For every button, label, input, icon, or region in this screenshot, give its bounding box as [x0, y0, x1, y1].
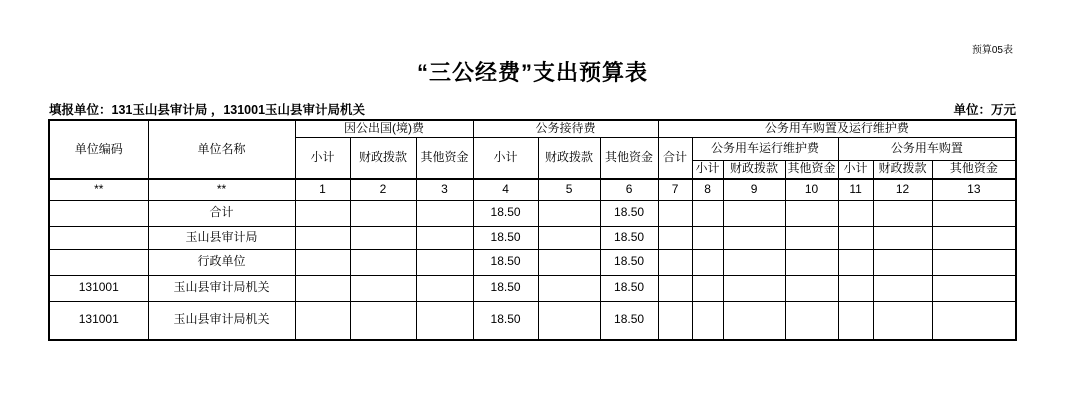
- col-header-unit-code: 单位编码: [49, 120, 148, 179]
- value-cell: 18.50: [600, 226, 658, 249]
- index-cell: **: [148, 179, 295, 200]
- value-cell: 18.50: [600, 301, 658, 340]
- value-cell: [932, 301, 1016, 340]
- index-cell: 13: [932, 179, 1016, 200]
- value-cell: [723, 226, 785, 249]
- value-cell: [350, 275, 416, 301]
- value-cell: 18.50: [473, 249, 538, 275]
- value-cell: [873, 275, 932, 301]
- value-cell: 18.50: [600, 200, 658, 226]
- unit-code-cell: [49, 226, 148, 249]
- value-cell: [723, 200, 785, 226]
- value-cell: [838, 301, 873, 340]
- index-cell: 6: [600, 179, 658, 200]
- unit-name-cell: 玉山县审计局机关: [148, 301, 295, 340]
- value-cell: [295, 301, 350, 340]
- value-cell: [932, 200, 1016, 226]
- table-row: [49, 249, 1016, 275]
- budget-table: [48, 119, 1017, 341]
- index-cell: 1: [295, 179, 350, 200]
- unit-code-cell: [49, 200, 148, 226]
- value-cell: [692, 275, 723, 301]
- value-cell: [723, 275, 785, 301]
- unit-code-cell: 131001: [49, 301, 148, 340]
- value-cell: [658, 226, 692, 249]
- table-row: [49, 275, 1016, 301]
- value-cell: [538, 301, 600, 340]
- value-cell: [723, 301, 785, 340]
- col-header-purchase-subtotal: 小计: [838, 160, 873, 179]
- value-cell: [785, 275, 838, 301]
- unit-code-cell: [49, 249, 148, 275]
- index-cell: 11: [838, 179, 873, 200]
- value-cell: [295, 200, 350, 226]
- col-header-abroad-other: 其他资金: [416, 137, 473, 179]
- col-header-purchase-fiscal: 财政拨款: [873, 160, 932, 179]
- value-cell: [838, 200, 873, 226]
- col-group-abroad: 因公出国(境)费: [295, 120, 473, 137]
- index-cell: 4: [473, 179, 538, 200]
- unit-code-cell: 131001: [49, 275, 148, 301]
- index-cell: 3: [416, 179, 473, 200]
- value-cell: 18.50: [600, 249, 658, 275]
- value-cell: [873, 301, 932, 340]
- col-header-vehicle-total: 合计: [658, 137, 692, 179]
- index-cell: 9: [723, 179, 785, 200]
- value-cell: [838, 226, 873, 249]
- value-cell: [350, 301, 416, 340]
- index-cell: 5: [538, 179, 600, 200]
- table-row: [49, 200, 1016, 226]
- col-header-purchase-other: 其他资金: [932, 160, 1016, 179]
- col-group-reception: 公务接待费: [473, 120, 658, 137]
- value-cell: [538, 249, 600, 275]
- col-header-maintenance-other: 其他资金: [785, 160, 838, 179]
- value-cell: [692, 200, 723, 226]
- index-cell: 2: [350, 179, 416, 200]
- value-cell: [295, 275, 350, 301]
- value-cell: [785, 226, 838, 249]
- value-cell: 18.50: [473, 301, 538, 340]
- value-cell: [350, 249, 416, 275]
- unit-name-cell: 玉山县审计局: [148, 226, 295, 249]
- col-header-reception-other: 其他资金: [600, 137, 658, 179]
- col-header-abroad-subtotal: 小计: [295, 137, 350, 179]
- value-cell: [785, 200, 838, 226]
- index-cell: **: [49, 179, 148, 200]
- value-cell: [692, 249, 723, 275]
- value-cell: 18.50: [600, 275, 658, 301]
- value-cell: [658, 301, 692, 340]
- value-cell: [416, 200, 473, 226]
- meta-line: [49, 100, 1016, 118]
- value-cell: [873, 249, 932, 275]
- value-cell: [416, 249, 473, 275]
- col-header-maintenance-subtotal: 小计: [692, 160, 723, 179]
- value-cell: [658, 249, 692, 275]
- filler-unit-label: 填报单位：131玉山县审计局 ，131001玉山县审计局机关: [49, 103, 366, 117]
- value-cell: 18.50: [473, 226, 538, 249]
- value-cell: [785, 249, 838, 275]
- value-cell: [838, 275, 873, 301]
- unit-name-cell: 玉山县审计局机关: [148, 275, 295, 301]
- col-header-reception-fiscal: 财政拨款: [538, 137, 600, 179]
- col-header-abroad-fiscal: 财政拨款: [350, 137, 416, 179]
- value-cell: [416, 275, 473, 301]
- col-group-vehicle: 公务用车购置及运行维护费: [658, 120, 1016, 137]
- value-cell: [416, 226, 473, 249]
- col-header-unit-name: 单位名称: [148, 120, 295, 179]
- value-cell: [692, 226, 723, 249]
- value-cell: [538, 200, 600, 226]
- value-cell: [658, 200, 692, 226]
- index-cell: 8: [692, 179, 723, 200]
- col-group-vehicle-maintenance: 公务用车运行维护费: [692, 137, 838, 160]
- col-group-vehicle-purchase: 公务用车购置: [838, 137, 1016, 160]
- value-cell: 18.50: [473, 200, 538, 226]
- value-cell: [932, 249, 1016, 275]
- header-row-groups: [49, 120, 1016, 137]
- form-number-label: 预算05表: [971, 45, 1013, 56]
- value-cell: [658, 275, 692, 301]
- value-cell: [295, 249, 350, 275]
- value-cell: [416, 301, 473, 340]
- value-cell: [932, 275, 1016, 301]
- col-header-reception-subtotal: 小计: [473, 137, 538, 179]
- value-cell: [350, 200, 416, 226]
- index-cell: 12: [873, 179, 932, 200]
- value-cell: [295, 226, 350, 249]
- value-cell: 18.50: [473, 275, 538, 301]
- unit-name-cell: 行政单位: [148, 249, 295, 275]
- table-row: [49, 301, 1016, 340]
- value-cell: [873, 226, 932, 249]
- value-cell: [723, 249, 785, 275]
- value-cell: [873, 200, 932, 226]
- index-cell: 7: [658, 179, 692, 200]
- unit-note-label: 单位：万元: [953, 103, 1016, 117]
- table-row: [49, 226, 1016, 249]
- column-index-row: [49, 179, 1016, 200]
- value-cell: [785, 301, 838, 340]
- index-cell: 10: [785, 179, 838, 200]
- page-title: “三公经费”支出预算表: [416, 60, 648, 85]
- value-cell: [538, 275, 600, 301]
- value-cell: [692, 301, 723, 340]
- value-cell: [932, 226, 1016, 249]
- value-cell: [350, 226, 416, 249]
- col-header-maintenance-fiscal: 财政拨款: [723, 160, 785, 179]
- unit-name-cell: 合计: [148, 200, 295, 226]
- value-cell: [538, 226, 600, 249]
- value-cell: [838, 249, 873, 275]
